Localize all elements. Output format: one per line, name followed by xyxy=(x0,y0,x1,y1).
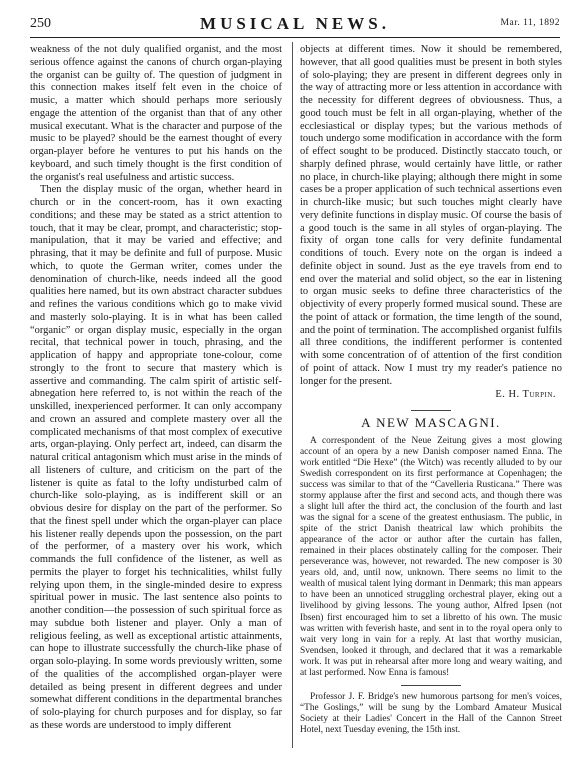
section-separator xyxy=(411,410,451,411)
page-number: 250 xyxy=(30,16,51,31)
left-column xyxy=(30,44,282,733)
header-rule xyxy=(30,37,560,38)
right-column xyxy=(300,44,562,736)
column-divider xyxy=(292,42,293,748)
issue-date: Mar. 11, 1892 xyxy=(500,18,560,28)
author-signature: E. H. Turpin. xyxy=(495,389,556,401)
left-paragraph-2: Then the display music of the organ, whether heard in church or in the concert-room, has it own exacting conditions; and these may be stated as a strict attention to touch, that it may be clear, prompt, and characteristic; stop-manipulation, that it may be varied and effective; and phrasing, that it may be definite and full of purpose. Music which, to quote the German writer, comes under the denomination of church-like, needs indeed all the good qualities here named, but its own abstract character subdues and refines the various conditions which go to make vivid and masterly solo-playing. It is in what has been called “organic” or organ display music, especially in the organ recital, that technical power in touch, phrasing, and the application of happy and appropriate tone-colour, come strongly to the front to secure that mastery which is assertive and commanding. The calm spirit of artistic self-abnegation here referred to, is not within the reach of the unskilled, inexperienced performer. It can only accompany and crown an assured and complete mastery over all the complicated mechanisms of that most complex of executive arts, organ-playing. Only perfect art, indeed, can disarm the natural critical antagonism which must arise in the minds of all listeners of culture, and criticism on the part of the listener is quite as fatal to the lofty undisturbed calm of church-like solo-playing, as is indifferent skill or an obvious desire for display on the part of the performer. So that the finest spell under which the organ-player can place his listener really depends upon the possession, on the part of the performer, of a mastery over his work, which commands the full confidence of the listener, as well as permits the player to forget his technicalities, whilst fully relying upon them, in the single-minded desire to express spiritual power in music. The last sentence also points to another condition—the possession of such spiritual force as may subdue both listener and player. Only a man of religious feeling, as well as exceptional artistic attainments, can hope to illustrate successfully the church-like phase of organ solo-playing. In some words previously written, some of the qualities of the accomplished organ-player were detailed as being present in different degrees and under somewhat different conditions in the departmental branches of solo-playing for church purposes and for display, so far as these words are understood to imply different xyxy=(30,184,282,731)
article-title: A NEW MASCAGNI. xyxy=(361,415,501,430)
left-paragraph-1: weakness of the not duly qualified organist, and the most serious offence against the canons of church organ-playing the organist can be guilty of. The question of judgment in this connection makes itself felt even in the choice of music, a matter which should perhaps more seriously engage the attention of the organist than that of any other musical executant. What is the character and purpose of the music to be played? should be the earnest thought of every organ-player before he ventures to put his hands on the keyboard, and such timely thought is the first condition of the organist's real usefulness and artistic success. xyxy=(30,44,282,183)
concert-notice: Professor J. F. Bridge's new humorous partsong for men's voices, “The Goslings,” will be sung by the Lombard Amateur Musical Society at their Ladies' Concert in the Hall of the Cannon Street Hotel, next Tuesday evening, the 15th inst. xyxy=(300,691,562,735)
right-paragraph-1: objects at different times. Now it should be remembered, however, that all good qualities must be present in both styles of solo-playing; they are present in different degrees only in the way of attracting more or less attention in accordance with the necessity for different degrees of obviousness. Thus, a good touch must be felt in all organ-playing, whether of the ecclesiastical or display types; but the various methods of touch undergo some modification in accordance with the form of effect sought to be produced. Distinctly staccato touch, or sharply defined phrase, would certainly have little, or rather no place, in church-like playing; although there might in some cases be a proper application of such technical assertions even in church-like music; but such touches might clearly have very definite functions in display music. Of course the basis of a good touch is the same in all styles of organ-playing. The fixity of organ tone calls for very definite fundamental conditions of touch. Every note on the organ is indeed a definite object in sound. Just as the eye travels from end to end over the material and solid object, so the ear in listening to organ music seeks to define three characteristics of the objectivity of every properly formed musical sound. These are the point of attack or formation, the time length of the sound, and the point of termination. The accomplished organist fulfils all three conditions, the indifferent performer is contented with some concentration of of attention of the first condition of point of attack. Now I must try my reader's patience no longer for the present. xyxy=(300,44,562,387)
article-body: A correspondent of the Neue Zeitung gives a most glowing account of an opera by a new Danish composer named Enna. The work entitled “Die Hexe” (the Witch) was recently alluded to by our Swedish correspondent on its first performance at Copenhagen; the success was similar to that of the “Cavelleria Rusticana.” There was stormy applause after the first and second acts, and though there was a slight lull after the third act, the conclusion of the fourth and last was the signal for a scene of the greatest enthusiasm. The public, in spite of the strict Danish theatrical law which prohibits the appearance of the actor or author after the curtain has fallen, remained in their places obstinately calling for the composer. Their perseverance was, however, not rewarded. The new composer is 30 years old, and, until now, unknown. There seems no limit to the wealth of musical talent lying dormant in Denmark; this man appears to have been an unnoticed struggling orchestral player, eking out a livelihood by giving lessons. The young author, Alfred Ipsen (not Ibsen) first encouraged him to set a libretto of his own. The music was written with feverish haste, and sent in to the royal opera only to wait very long in vain for a reply. At last that worthy musician, Svendsen, looked it through, and declared that it was a remarkable work. It was put in rehearsal after more long and weary waiting, and at last performed. Now Enna is famous! xyxy=(300,435,562,678)
section-separator-2 xyxy=(401,685,461,686)
publication-title: MUSICAL NEWS. xyxy=(200,14,390,33)
page-header xyxy=(30,14,560,36)
